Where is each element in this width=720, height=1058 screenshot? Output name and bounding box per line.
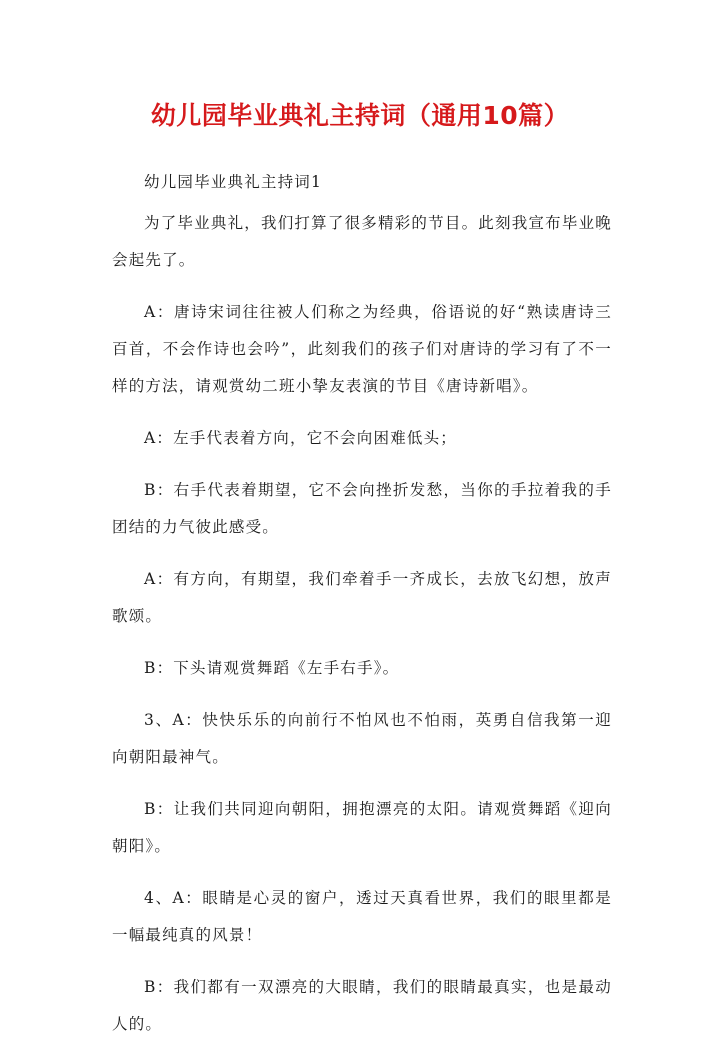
document-title: 幼儿园毕业典礼主持词（通用10篇） — [150, 101, 570, 130]
section-heading: 幼儿园毕业典礼主持词1 — [144, 173, 323, 191]
paragraph: B：我们都有一双漂亮的大眼睛，我们的眼睛最真实，也是最动人的。 — [112, 978, 612, 1033]
paragraph: 4、A：眼睛是心灵的窗户，透过天真看世界，我们的眼里都是一幅最纯真的风景！ — [112, 889, 612, 944]
paragraph: B：右手代表着期望，它不会向挫折发愁，当你的手拉着我的手团结的力气彼此感受。 — [112, 481, 612, 536]
paragraph: A：左手代表着方向，它不会向困难低头； — [144, 429, 457, 447]
paragraph: B：让我们共同迎向朝阳，拥抱漂亮的太阳。请观赏舞蹈《迎向朝阳》。 — [112, 800, 612, 855]
paragraph: 3、A：快快乐乐的向前行不怕风也不怕雨，英勇自信我第一迎向朝阳最神气。 — [112, 711, 612, 766]
paragraph: A：唐诗宋词往往被人们称之为经典，俗语说的好“熟读唐诗三百首，不会作诗也会吟”，此刻我们的孩子们对唐诗的学习有了不一样的方法，请观赏幼二班小挚友表演的节目《唐诗新唱》。 — [112, 303, 612, 395]
paragraph: 为了毕业典礼，我们打算了很多精彩的节目。此刻我宣布毕业晚会起先了。 — [112, 214, 612, 269]
document-body — [112, 164, 612, 1058]
paragraph: B：下头请观赏舞蹈《左手右手》。 — [144, 659, 400, 677]
paragraph: A：有方向，有期望，我们牵着手一齐成长，去放飞幻想，放声歌颂。 — [112, 570, 612, 625]
